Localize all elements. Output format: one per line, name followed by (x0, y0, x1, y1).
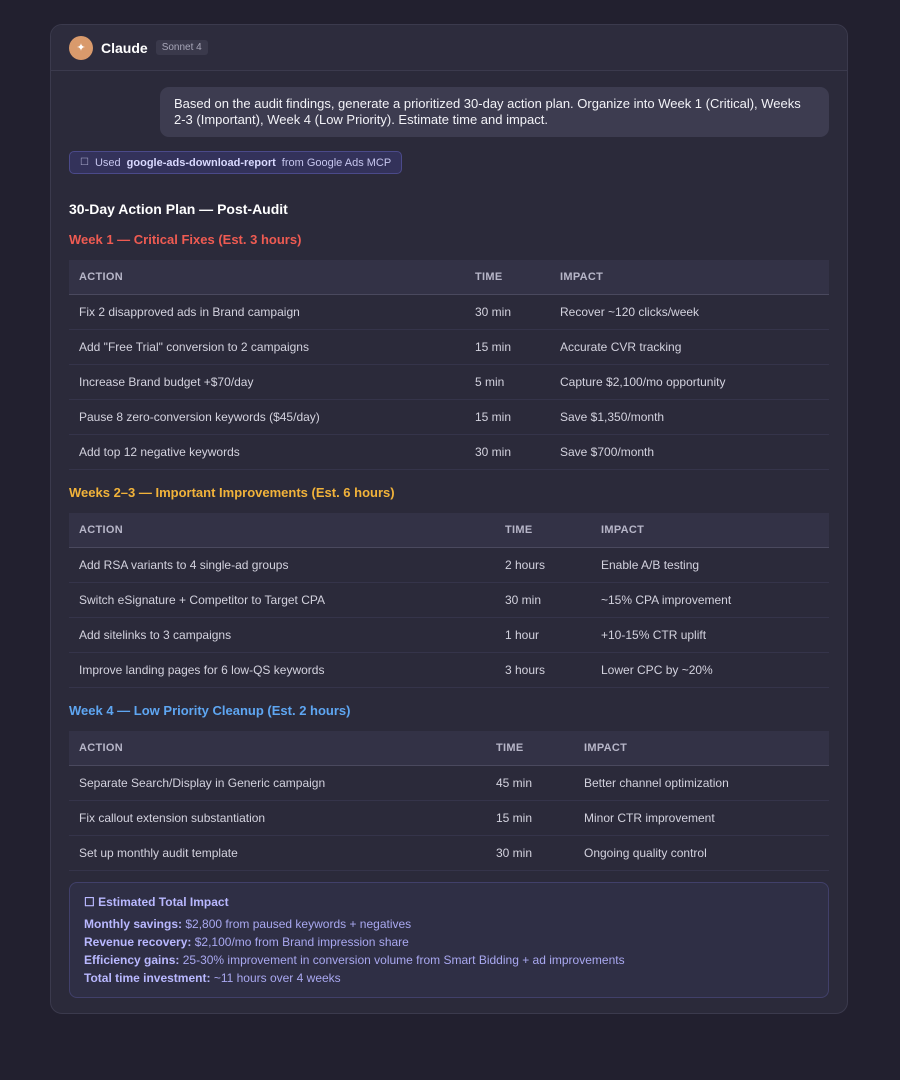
cell-action: Switch eSignature + Competitor to Target CPA (69, 583, 495, 618)
cell-time: 15 min (465, 400, 550, 435)
cell-action: Add sitelinks to 3 campaigns (69, 618, 495, 653)
summary-icon: ☐ (84, 895, 95, 909)
cell-action: Fix callout extension substantiation (69, 801, 486, 836)
table-header-row (69, 513, 829, 548)
cell-impact: Save $700/month (550, 435, 829, 470)
cell-action: Add "Free Trial" conversion to 2 campaigns (69, 330, 465, 365)
week4-table (69, 731, 829, 871)
conversation (51, 71, 847, 998)
user-message: Based on the audit findings, generate a prioritized 30-day action plan. Organize into Week 1 (Critical), Weeks 2-3 (Important), Week 4 (Low Priority). Estimate time and impact. (160, 87, 829, 137)
summary-item (84, 915, 814, 933)
summary-item (84, 951, 814, 969)
column-header-impact: IMPACT (591, 513, 829, 548)
cell-time: 15 min (465, 330, 550, 365)
summary-value: 25-30% improvement in conversion volume from Smart Bidding + ad improvements (182, 953, 625, 967)
summary-title (84, 893, 814, 911)
column-header-impact: IMPACT (550, 260, 829, 295)
cell-impact: Capture $2,100/mo opportunity (550, 365, 829, 400)
cell-action: Separate Search/Display in Generic campaign (69, 766, 486, 801)
table-row (69, 653, 829, 688)
summary-item (84, 933, 814, 951)
cell-time: 15 min (486, 801, 574, 836)
summary-value: ~11 hours over 4 weeks (213, 971, 341, 985)
cell-impact: Enable A/B testing (591, 548, 829, 583)
table-row (69, 548, 829, 583)
tool-prefix: Used (94, 156, 121, 169)
table-row (69, 766, 829, 801)
summary-label: Efficiency gains: (84, 953, 180, 967)
column-header-action: ACTION (69, 260, 465, 295)
summary-label: Total time investment: (84, 971, 211, 985)
summary-label: Monthly savings: (84, 917, 183, 931)
cell-action: Add RSA variants to 4 single-ad groups (69, 548, 495, 583)
tool-suffix: from Google Ads MCP (281, 156, 392, 169)
chat-window (50, 24, 848, 1014)
cell-action: Set up monthly audit template (69, 836, 486, 871)
cell-impact: Better channel optimization (574, 766, 829, 801)
column-header-time: TIME (465, 260, 550, 295)
cell-action: Pause 8 zero-conversion keywords ($45/day) (69, 400, 465, 435)
summary-value: $2,100/mo from Brand impression share (194, 935, 409, 949)
cell-impact: Minor CTR improvement (574, 801, 829, 836)
table-row (69, 435, 829, 470)
table-row (69, 295, 829, 330)
week4-title: Week 4 — Low Priority Cleanup (Est. 2 hours) (69, 703, 351, 718)
table-header-row (69, 260, 829, 295)
week23-title: Weeks 2–3 — Important Improvements (Est. 6 hours) (69, 485, 395, 500)
cell-action: Add top 12 negative keywords (69, 435, 465, 470)
cell-impact: Accurate CVR tracking (550, 330, 829, 365)
table-row (69, 583, 829, 618)
cell-time: 5 min (465, 365, 550, 400)
cell-impact: ~15% CPA improvement (591, 583, 829, 618)
column-header-time: TIME (486, 731, 574, 766)
claude-avatar-icon: ✦ (69, 36, 93, 60)
week1-table (69, 260, 829, 470)
cell-impact: Save $1,350/month (550, 400, 829, 435)
plan-title: 30-Day Action Plan — Post-Audit (69, 201, 288, 217)
column-header-action: ACTION (69, 731, 486, 766)
cell-time: 2 hours (495, 548, 591, 583)
cell-impact: +10-15% CTR uplift (591, 618, 829, 653)
tool-icon: ☐ (80, 157, 89, 168)
table-row (69, 330, 829, 365)
cell-time: 30 min (465, 435, 550, 470)
table-header-row (69, 731, 829, 766)
chat-header (51, 25, 847, 71)
summary-label: Revenue recovery: (84, 935, 192, 949)
cell-time: 45 min (486, 766, 574, 801)
summary-item (84, 969, 814, 987)
summary-value: $2,800 from paused keywords + negatives (185, 917, 412, 931)
cell-impact: Lower CPC by ~20% (591, 653, 829, 688)
tool-use-pill[interactable] (69, 151, 402, 174)
cell-action: Fix 2 disapproved ads in Brand campaign (69, 295, 465, 330)
week1-title: Week 1 — Critical Fixes (Est. 3 hours) (69, 232, 302, 247)
column-header-time: TIME (495, 513, 591, 548)
cell-time: 3 hours (495, 653, 591, 688)
column-header-action: ACTION (69, 513, 495, 548)
column-header-impact: IMPACT (574, 731, 829, 766)
app-name: Claude (101, 39, 148, 56)
cell-time: 30 min (495, 583, 591, 618)
table-row (69, 618, 829, 653)
total-impact-summary (69, 882, 829, 998)
cell-time: 30 min (465, 295, 550, 330)
cell-action: Increase Brand budget +$70/day (69, 365, 465, 400)
table-row (69, 365, 829, 400)
cell-time: 30 min (486, 836, 574, 871)
tool-name: google-ads-download-report (126, 156, 276, 169)
table-row (69, 836, 829, 871)
cell-impact: Ongoing quality control (574, 836, 829, 871)
week23-table (69, 513, 829, 688)
summary-title-text: Estimated Total Impact (98, 895, 229, 909)
table-row (69, 400, 829, 435)
model-badge[interactable]: Sonnet 4 (156, 40, 208, 55)
cell-impact: Recover ~120 clicks/week (550, 295, 829, 330)
cell-time: 1 hour (495, 618, 591, 653)
cell-action: Improve landing pages for 6 low-QS keywords (69, 653, 495, 688)
table-row (69, 801, 829, 836)
